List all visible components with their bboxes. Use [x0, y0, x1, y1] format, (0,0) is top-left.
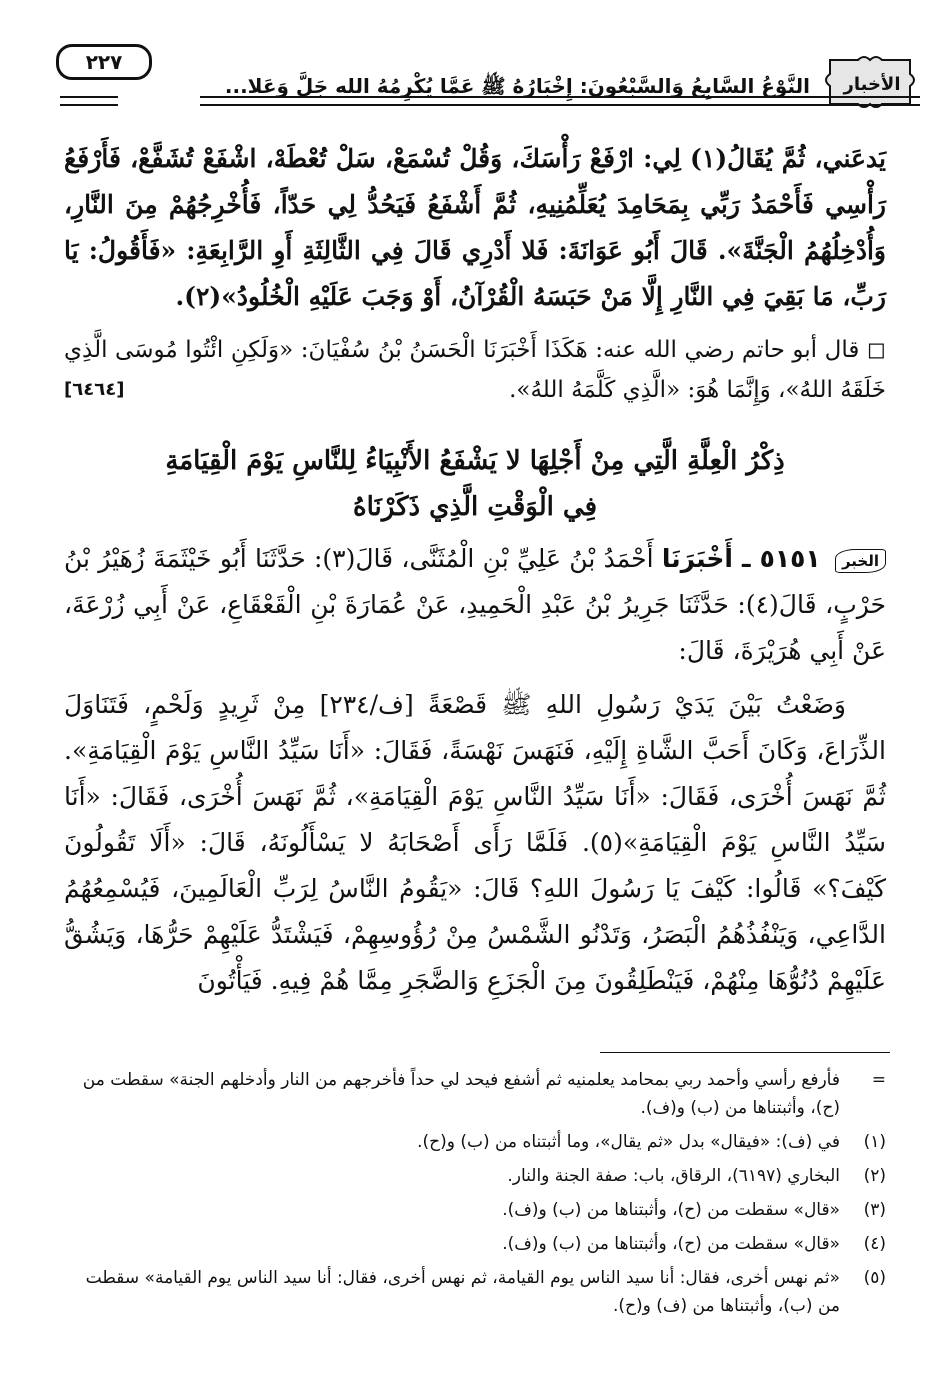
- hadith-reference: [٦٤٦٤]: [64, 379, 125, 400]
- matn-paragraph: وَضَعْتُ بَيْنَ يَدَيْ رَسُولِ اللهِ ﷺ قَصْعَةً [ف/٢٣٤] مِنْ ثَرِيدٍ وَلَحْمٍ، فَتَنَاوَلَ الذِّرَاعَ، وَكَانَ أَحَبَّ الشَّاةِ إِلَيْهِ، فَنَهَسَ نَهْسَةً، فَقَالَ: «أَنَا سَيِّدُ النَّاسِ يَوْمَ الْقِيَامَةِ». ثُمَّ نَهَسَ أُخْرَى، فَقَالَ: «أَنَا سَيِّدُ النَّاسِ يَوْمَ الْقِيَامَةِ»، ثُمَّ نَهَسَ أُخْرَى، فَقَالَ: «أَنَا سَيِّدُ النَّاسِ يَوْمَ الْقِيَامَةِ»(٥). فَلَمَّا رَأَى أَصْحَابَهُ لا يَسْأَلُونَهُ، قَالَ: «أَلَا تَقُولُونَ كَيْفَ؟» قَالُوا: كَيْفَ يَا رَسُولَ اللهِ؟ قَالَ: «يَقُومُ النَّاسُ لِرَبِّ الْعَالَمِينَ، فَيُسْمِعُهُمُ الدَّاعِي، وَيَنْفُذُهُمُ الْبَصَرُ، وَتَدْنُو الشَّمْسُ مِنْ رُؤُوسِهِمْ، فَيَشْتَدُّ عَلَيْهِمْ حَرُّهَا، وَيَشُقُّ عَلَيْهِمْ دُنُوُّهَا مِنْهُمْ، فَيَنْطَلِقُونَ مِنَ الْجَزَعِ وَالضَّجَرِ مِمَّا هُمْ فِيهِ. فَيَأْتُونَ: [64, 690, 886, 995]
- footnote-number: (٢): [863, 1166, 886, 1186]
- footnote-item: [64, 1264, 886, 1320]
- footnote-number: (٥): [863, 1268, 886, 1288]
- isnad-paragraph: [64, 536, 886, 674]
- footnote-text: «ثم نهس أخرى، فقال: أنا سيد الناس يوم القيامة، ثم نهس أخرى، فقال: أنا سيد الناس يوم القيامة» سقطت من (ب)، وأثبتناها من (ف) و(ح).: [85, 1268, 840, 1316]
- footnote-text: فأرفع رأسي وأحمد ربي بمحامد يعلمنيه ثم أشفع فيحد لي حداً فأخرجهم من النار وأدخلهم الجنة» سقطت من (ح)، وأثبتناها من (ب) و(ف).: [82, 1070, 840, 1118]
- running-header: [60, 48, 920, 118]
- author-note: [64, 330, 886, 410]
- footnote-item: [64, 1162, 886, 1190]
- footnote-number: (١): [863, 1132, 886, 1152]
- hadith-continuation: يَدعَني، ثُمَّ يُقَالُ(١) لِي: ارْفَعْ رَأْسَكَ، وَقُلْ تُسْمَعْ، سَلْ تُعْطَهْ، اشْفَعْ تُشَفَّعْ، فَأَرْفَعُ رَأْسِي فَأَحْمَدُ رَبِّي بِمَحَامِدَ يُعَلِّمُنِيهِ، ثُمَّ أَشْفَعُ فَيَحُدُّ لِي حَدّاً، فَأُخْرِجُهُمْ مِنَ النَّارِ، وَأُدْخِلُهُمُ الْجَنَّةَ». قَالَ أَبُو عَوَانَةَ: فَلا أَدْرِي قَالَ فِي الثَّالِثَةِ أَوِ الرَّابِعَةِ: «فَأَقُولُ: يَا رَبِّ، مَا بَقِيَ فِي النَّارِ إِلَّا مَنْ حَبَسَهُ الْقُرْآنُ، أَوْ وَجَبَ عَلَيْهِ الْخُلُودُ»(٢).: [64, 144, 886, 311]
- footnote-item: [64, 1230, 886, 1258]
- footnote-number: (٤): [863, 1234, 886, 1254]
- header-divider: [60, 96, 118, 106]
- khabar-icon: الخبر: [835, 549, 886, 573]
- footnote-text: «قال» سقطت من (ح)، وأثبتناها من (ب) و(ف).: [502, 1234, 840, 1254]
- chapter-heading: [64, 438, 886, 530]
- footnote-text: في (ف): «فيقال» بدل «ثم يقال»، وما أثبتناه من (ب) و(ح).: [417, 1132, 840, 1152]
- footnote-number: =: [871, 1070, 886, 1090]
- header-title: النَّوْعُ السَّابِعُ وَالسَّبْعُونَ: إِخْبَارُهُ ﷺ عَمَّا يُكْرِمُهُ الله جَلَّ وَعَلا...: [224, 74, 810, 98]
- footnote-text: «قال» سقطت من (ح)، وأثبتناها من (ب) و(ف).: [502, 1200, 840, 1220]
- footnote-item: [64, 1066, 886, 1122]
- footnote-number: (٣): [863, 1200, 886, 1220]
- chapter-heading-line1: ذِكْرُ الْعِلَّةِ الَّتِي مِنْ أَجْلِهَا لا يَشْفَعُ الأَنْبِيَاءُ لِلنَّاسِ يَوْمَ الْقِيَامَةِ: [165, 446, 785, 476]
- isnad-text: أَحْمَدُ بْنُ عَلِيِّ بْنِ الْمُثَنَّى، قَالَ(٣): حَدَّثَنَا أَبُو خَيْثَمَةَ زُهَيْرُ بْنُ حَرْبٍ، قَالَ(٤): حَدَّثَنَا جَرِيرُ بْنُ عَبْدِ الْحَمِيدِ، عَنْ عُمَارَةَ بْنِ الْقَعْقَاعِ، عَنْ أَبِي زُرْعَةَ، عَنْ أَبِي هُرَيْرَةَ، قَالَ:: [64, 544, 886, 665]
- badge-label: الأخبار: [843, 74, 901, 95]
- footnote-text: البخاري (٦١٩٧)، الرقاق، باب: صفة الجنة والنار.: [507, 1166, 840, 1186]
- footnote-item: [64, 1128, 886, 1156]
- main-text: [64, 136, 886, 1004]
- footnote-item: [64, 1196, 886, 1224]
- hadith-number: ٥١٥١ ـ أَخْبَرَنَا: [661, 544, 821, 573]
- header-divider: [200, 96, 920, 106]
- chapter-heading-line2: فِي الْوَقْتِ الَّذِي ذَكَرْنَاهُ: [352, 492, 598, 522]
- author-note-text: ◻ قال أبو حاتم رضي الله عنه: هَكَذَا أَخْبَرَنَا الْحَسَنُ بْنُ سُفْيَانَ: «وَلَكِنِ ائْتُوا مُوسَى الَّذِي خَلَقَهُ اللهُ»، وَإِنَّمَا هُوَ: «الَّذِي كَلَّمَهُ اللهُ».: [64, 337, 886, 403]
- footnotes: [64, 1066, 886, 1326]
- footnote-divider: [600, 1052, 890, 1053]
- page-number: ٢٢٧: [56, 44, 152, 80]
